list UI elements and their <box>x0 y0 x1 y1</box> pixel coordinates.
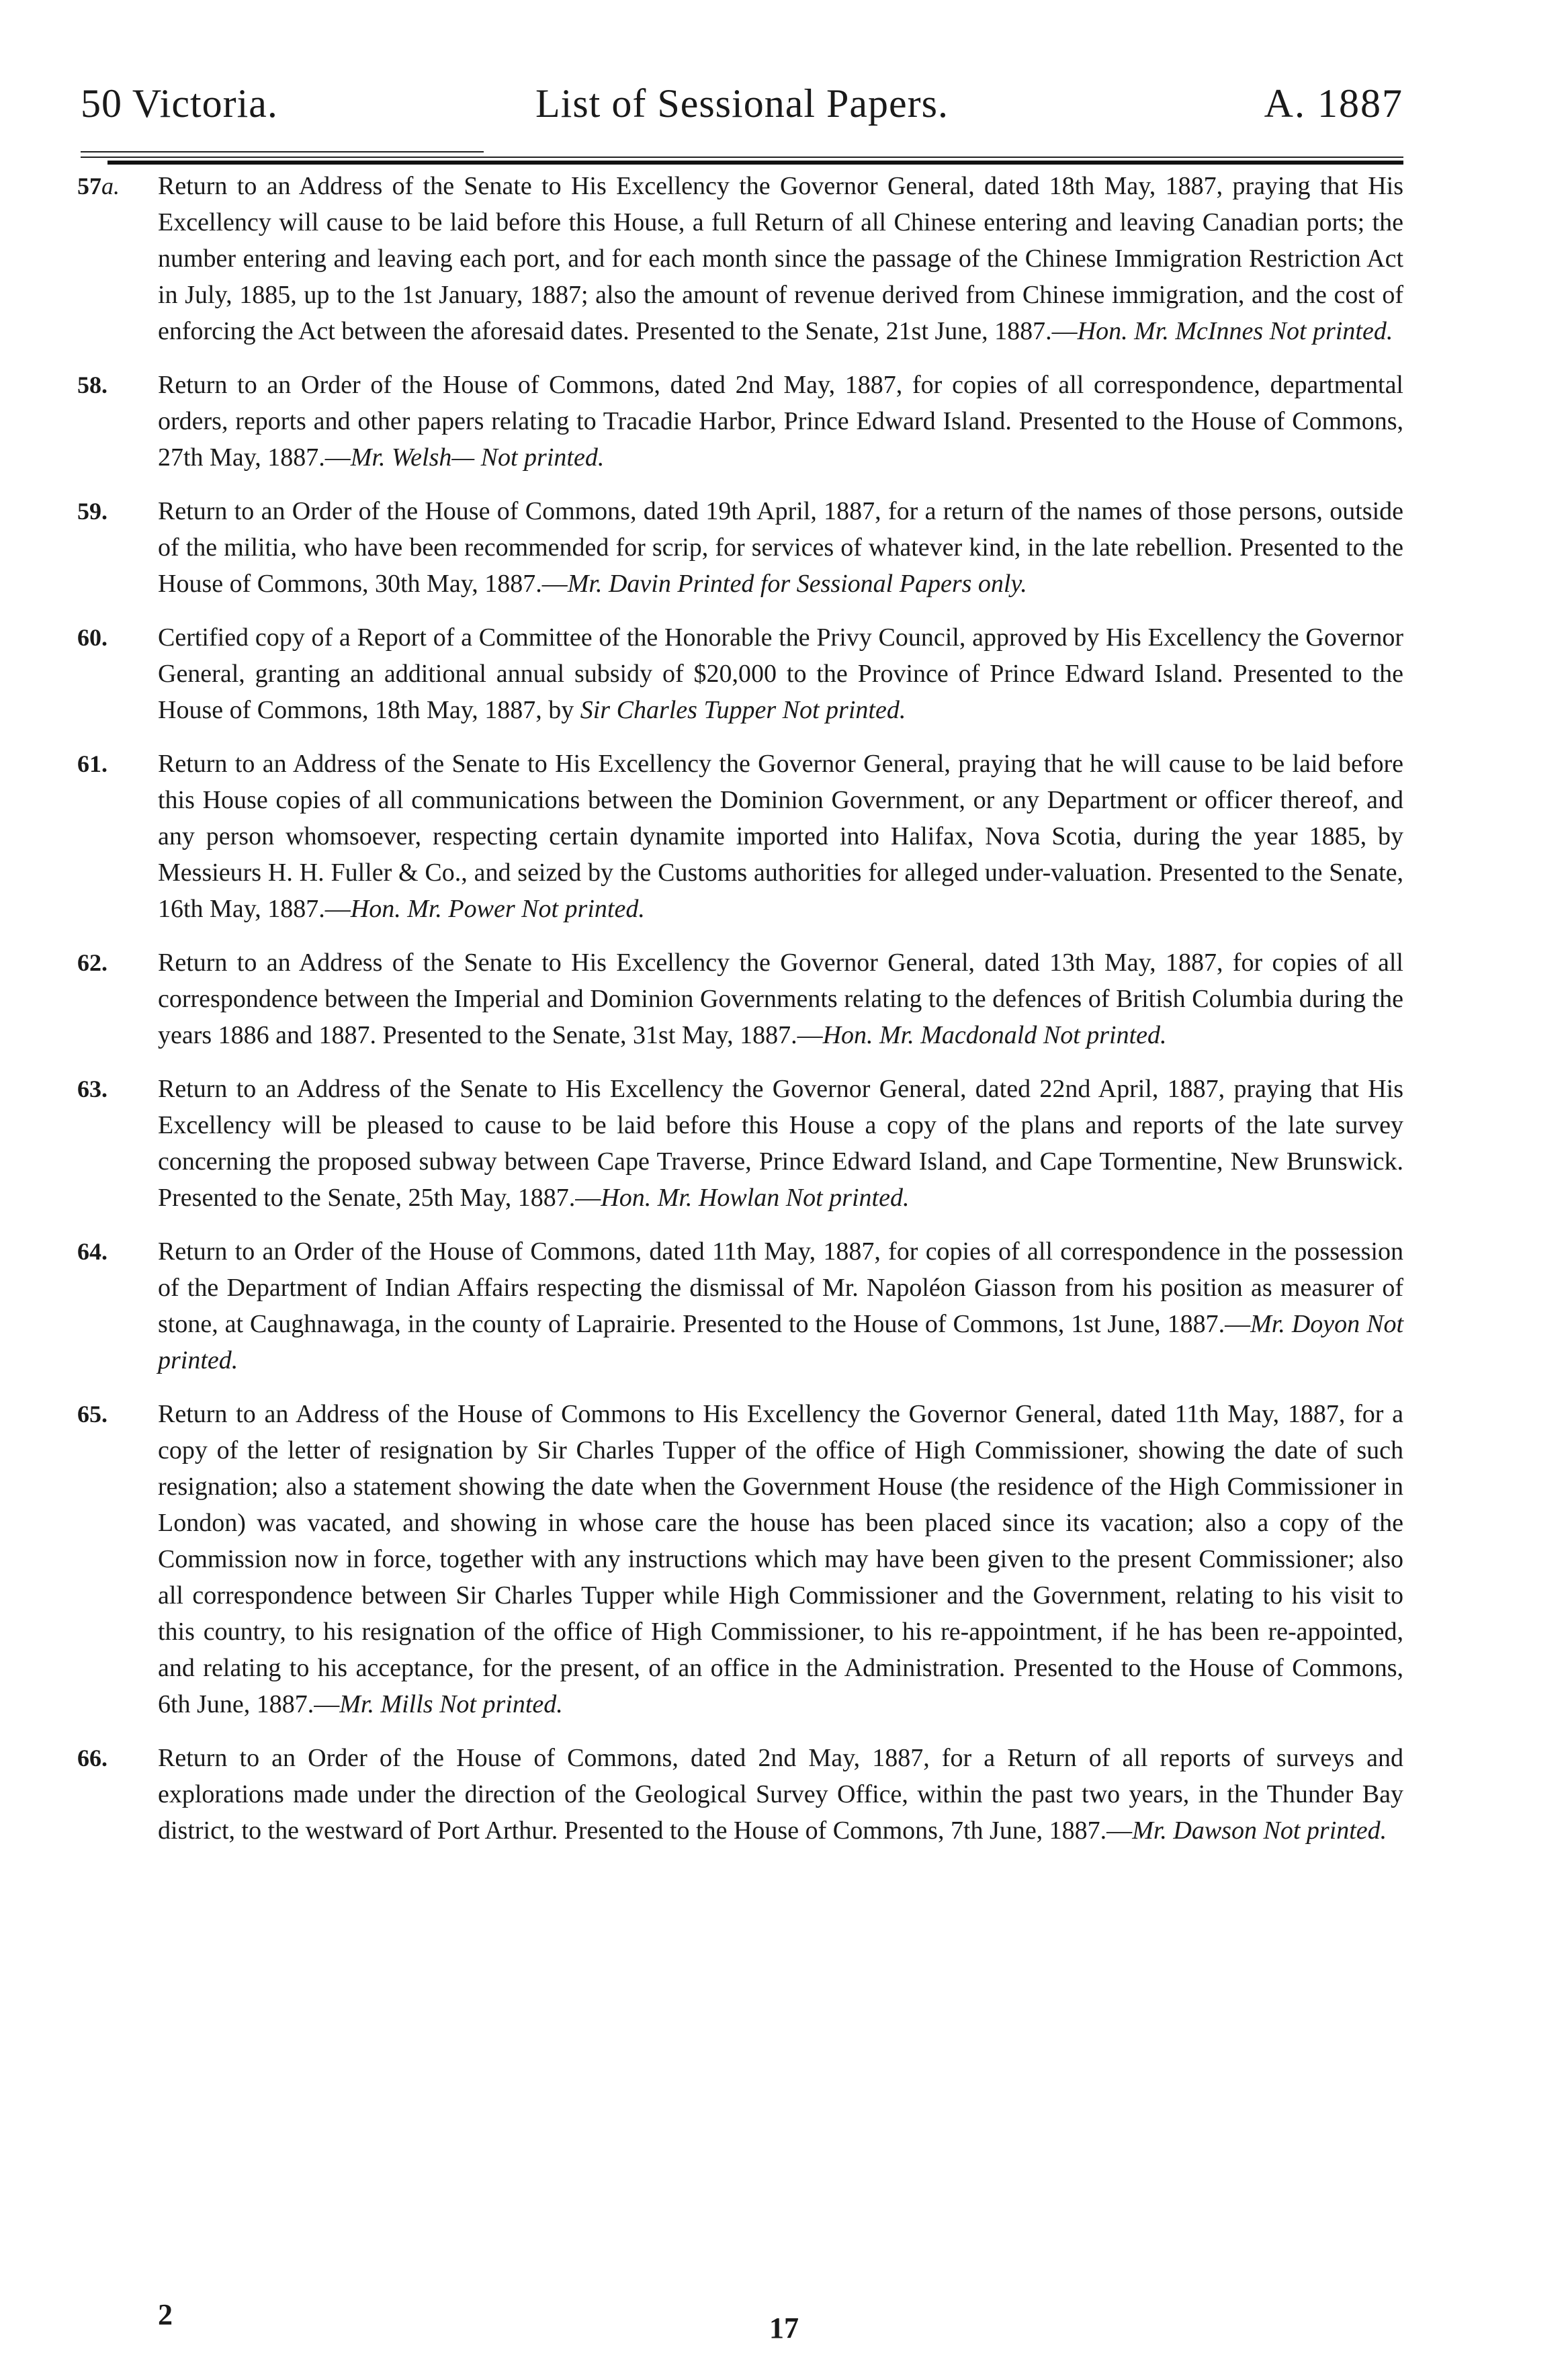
sessional-paper-entry <box>77 619 1403 728</box>
entry-description: Return to an Address of the Senate to His Excellency the Governor General, dated 13th May, 1887, for copies of all correspondence between the Imperial and Dominion Governments relating to the defences of British Columbia during the years 1886 and 1887. Presented to the Senate, 31st May, 1887.— <box>158 949 1403 1049</box>
header-rule <box>81 148 1403 168</box>
entry-number: 59. <box>77 498 107 525</box>
entry-description: Return to an Order of the House of Commons, dated 19th April, 1887, for a return of the names of those persons, outside of the militia, who have been recommended for scrip, for services of whatever kind, in the late rebellion. Presented to the House of Commons, 30th May, 1887.— <box>158 497 1403 598</box>
entry-print-status: Not printed. <box>480 443 605 472</box>
entry-number: 63. <box>77 1076 107 1102</box>
entry-mover: Sir Charles Tupper <box>580 696 777 724</box>
entry-number: 61. <box>77 750 107 777</box>
entry-description: Return to an Address of the Senate to His Excellency the Governor General, praying that he will cause to be laid before this House copies of all communications between the Dominion Government, or any Department or officer thereof, and any person whomsoever, respecting certain dynamite imported into Halifax, Nova Scotia, during the year 1885, by Messieurs H. H. Fuller & Co., and seized by the Customs authorities for alleged under-valuation. Presented to the Senate, 16th May, 1887.— <box>158 750 1403 923</box>
entry-print-status: Not printed. <box>785 1184 910 1212</box>
entry-description: Return to an Order of the House of Commons, dated 2nd May, 1887, for a Return of all reports of surveys and explorations made under the direction of the Geological Survey Office, within the past two years, in the Thunder Bay district, to the westward of Port Arthur. Presented to the House of Commons, 7th June, 1887.— <box>158 1744 1403 1845</box>
sessional-paper-entry <box>77 1071 1403 1216</box>
entry-number: 66. <box>77 1745 107 1771</box>
entry-description: Certified copy of a Report of a Committee of the Honorable the Privy Council, approved by His Excellency the Governor General, granting an additional annual subsidy of $20,000 to the Province of Prince Edward Island. Presented to the House of Commons, 18th May, 1887, by <box>158 623 1403 724</box>
entry-print-status: Not printed. <box>1043 1021 1167 1049</box>
entry-description: Return to an Address of the Senate to His Excellency the Governor General, dated 22nd April, 1887, praying that His Excellency will be pleased to cause to be laid before this House a copy of the plans and reports of the late survey concerning the proposed subway between Cape Traverse, Prince Edward Island, and Cape Tormentine, New Brunswick. Presented to the Senate, 25th May, 1887.— <box>158 1075 1403 1212</box>
sessional-paper-entry <box>77 1396 1403 1722</box>
sessional-paper-entry <box>77 1740 1403 1849</box>
entry-print-status: Not printed. <box>1269 317 1393 345</box>
sessional-papers-list <box>77 168 1403 1866</box>
entry-print-status: Not printed. <box>158 1310 1403 1374</box>
entry-print-status: Not printed. <box>1263 1816 1387 1845</box>
sessional-paper-entry <box>77 945 1403 1053</box>
entry-mover: Mr. Dawson <box>1132 1816 1257 1845</box>
entry-number: 58. <box>77 371 107 398</box>
sessional-paper-entry <box>77 1233 1403 1378</box>
entry-mover: Mr. Mills <box>339 1690 433 1718</box>
entry-mover: Hon. Mr. Macdonald <box>822 1021 1037 1049</box>
entry-mover: Hon. Mr. McInnes <box>1077 317 1264 345</box>
sessional-paper-entry <box>77 168 1403 349</box>
sessional-paper-entry <box>77 367 1403 476</box>
entry-print-status: Not printed. <box>439 1690 563 1718</box>
page-header <box>81 81 1403 134</box>
entry-mover: Hon. Mr. Howlan <box>601 1184 780 1212</box>
page-number: 17 <box>769 2312 799 2344</box>
entry-mover: Mr. Davin <box>567 570 671 598</box>
entry-description: Return to an Address of the House of Commons to His Excellency the Governor General, dated 11th May, 1887, for a copy of the letter of resignation by Sir Charles Tupper of the office of High Commissioner, showing the date of such resignation; also a statement showing the date when the Government House (the residence of the High Commissioner in London) was vacated, and showing in whose care the house has been placed since its vacation; also a copy of the Commission now in force, together with any instructions which may have been given to the present Commissioner; also all correspondence between Sir Charles Tupper while High Commissioner and the Government, relating to his visit to this country, to his resignation of the office of High Commissioner, to his re-appointment, if he has been re-appointed, and relating to his acceptance, for the present, of an office in the Administration. Presented to the House of Commons, 6th June, 1887.— <box>158 1400 1403 1718</box>
header-session: 50 Victoria. <box>81 81 278 126</box>
entry-number: 62. <box>77 949 107 976</box>
printer-signature: 2 <box>158 2298 173 2331</box>
header-year: A. 1887 <box>1264 81 1403 126</box>
entry-description: Return to an Order of the House of Commons, dated 11th May, 1887, for copies of all correspondence in the possession of the Department of Indian Affairs respecting the dismissal of Mr. Napoléon Giasson from his position as measurer of stone, at Caughnawaga, in the county of Laprairie. Presented to the House of Commons, 1st June, 1887.— <box>158 1237 1403 1338</box>
entry-print-status: Not printed. <box>782 696 906 724</box>
entry-description: Return to an Address of the Senate to His Excellency the Governor General, dated 18th May, 1887, praying that His Excellency will cause to be laid before this House, a full Return of all Chinese entering and leaving Canadian ports; the number entering and leaving each port, and for each month since the passage of the Chinese Immigration Restriction Act in July, 1885, up to the 1st January, 1887; also the amount of revenue derived from Chinese immigration, and the cost of enforcing the Act between the aforesaid dates. Presented to the Senate, 21st June, 1887.— <box>158 172 1403 345</box>
entry-number: 60. <box>77 624 107 651</box>
entry-number: 65. <box>77 1401 107 1428</box>
entry-mover: Hon. Mr. Power <box>350 895 515 923</box>
entry-mover: Mr. Welsh— <box>350 443 475 472</box>
header-title: List of Sessional Papers. <box>535 81 949 126</box>
entry-number: 57a. <box>77 173 120 200</box>
entry-print-status: Printed for Sessional Papers only. <box>677 570 1027 598</box>
entry-print-status: Not printed. <box>521 895 645 923</box>
entry-mover: Mr. Doyon <box>1250 1310 1360 1338</box>
sessional-paper-entry <box>77 746 1403 927</box>
sessional-paper-entry <box>77 493 1403 602</box>
entry-number: 64. <box>77 1238 107 1265</box>
entry-description: Return to an Order of the House of Commons, dated 2nd May, 1887, for copies of all correspondence, departmental orders, reports and other papers relating to Tracadie Harbor, Prince Edward Island. Presented to the House of Commons, 27th May, 1887.— <box>158 371 1403 472</box>
